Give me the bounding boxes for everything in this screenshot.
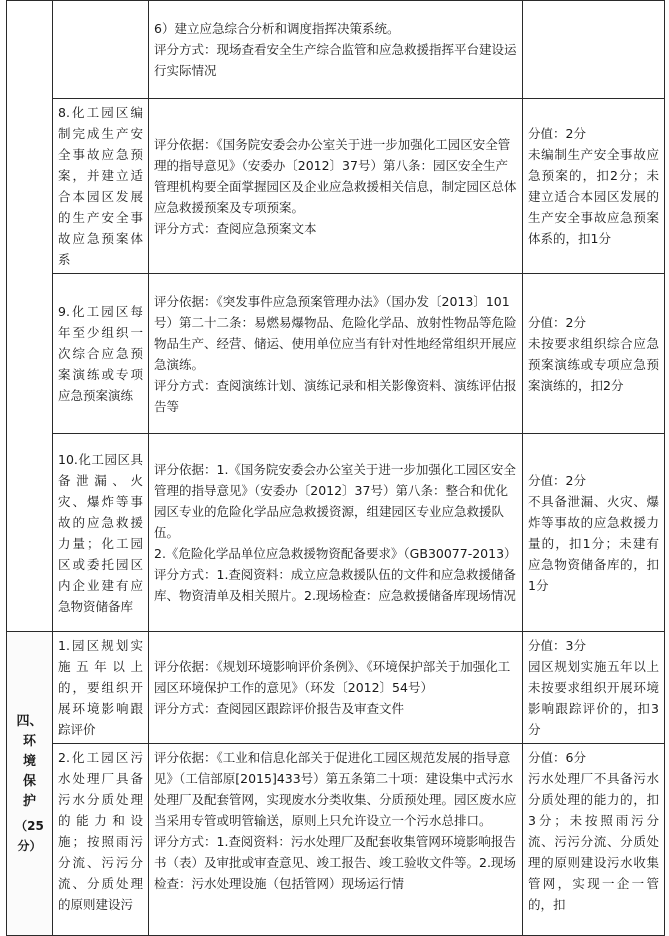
- detail-line: 评分依据：《规划环境影响评价条例》、《环境保护部关于加强化工园区环境保护工作的意见》（环发〔2012〕54号）: [154, 659, 511, 695]
- score-cell: [523, 1, 665, 99]
- detail-cell: [149, 99, 523, 274]
- score-cell: [523, 632, 665, 744]
- detail-line: 评分依据：1.《国务院安委会办公室关于进一步加强化工园区安全管理的指导意见》（安委办〔2012〕37号）第八条：整合和优化园区专业的危险化学品应急救援资源，组建园区专业应急救援队伍。: [154, 462, 516, 540]
- score-value: 分值：2分: [528, 314, 586, 330]
- category-char: 环: [22, 733, 36, 749]
- item-cell: 10.化工园区具备泄漏、火灾、爆炸等事故的应急救援力量；化工园区或委托园区内企业建有应急物资储备库: [53, 434, 149, 632]
- detail-line: 评分方式：查阅演练计划、演练记录和相关影像资料、演练评估报告等: [154, 377, 517, 414]
- table-row: [7, 1, 665, 99]
- category-cell-environment: [7, 632, 53, 936]
- item-cell: 9.化工园区每年至少组织一次综合应急预案演练或专项应急预案演练: [53, 274, 149, 434]
- category-char: 保: [22, 773, 36, 789]
- score-cell: [523, 274, 665, 434]
- detail-line: 评分方式：1.查阅资料：污水处理厂及配套收集管网环境影响报告书（表）及审批或审查意见、竣工报告、竣工验收文件等。2.现场检查：污水处理设施（包括管网）现场运行情: [154, 834, 516, 891]
- score-cell: [523, 99, 665, 274]
- detail-cell: [149, 1, 523, 99]
- item-cell: 2.化工园区污水处理厂具备污水分质处理的能力和设施；按照雨污分流、污污分流、分质处理的原则建设污: [53, 744, 149, 936]
- detail-cell: [149, 274, 523, 434]
- score-cell: [523, 744, 665, 936]
- score-description: 未编制生产安全事故应急预案的，扣2分；未建立适合本园区发展的生产安全事故应急预案体系的，扣1分: [528, 147, 659, 246]
- detail-line: 6）建立应急综合分析和调度指挥决策系统。: [154, 21, 400, 36]
- table-row: [7, 434, 665, 632]
- table-row: [7, 274, 665, 434]
- category-char: 护: [22, 793, 36, 809]
- detail-line: 2.《危险化学品单位应急救援物资配备要求》（GB30077-2013）: [154, 546, 517, 561]
- item-cell: 1.园区规划实施五年以上的，要组织开展环境影响跟踪评价: [53, 632, 149, 744]
- category-char: 境: [22, 753, 36, 769]
- detail-line: 评分依据：《国务院安委会办公室关于进一步加强化工园区安全管理的指导意见》（安委办〔2012〕37号）第八条：园区安全生产管理机构要全面掌握园区及企业应急救援相关信息，制定园区总体应急救援预案及专项预案。: [154, 136, 517, 215]
- category-cell-previous: [7, 1, 53, 632]
- table-row: [7, 632, 665, 744]
- detail-line: 评分方式：查阅应急预案文本: [154, 220, 317, 236]
- score-value: 分值：6分: [528, 750, 586, 765]
- detail-line: 评分依据：《突发事件应急预案管理办法》（国办发〔2013〕101号）第二十二条：易燃易爆物品、危险化学品、放射性物品等危险物品生产、经营、储运、使用单位应当有针对性地经常组织开展应急演练。: [154, 293, 517, 372]
- evaluation-table: [6, 0, 665, 936]
- score-value: 分值：3分: [528, 638, 586, 653]
- score-value: 分值：2分: [528, 126, 586, 141]
- score-description: 未按要求组织综合应急预案演练或专项应急预案演练的，扣2分: [528, 335, 659, 393]
- score-description: 不具备泄漏、火灾、爆炸等事故的应急救援力量的，扣1分；未建有应急物资储备库的，扣1分: [528, 493, 659, 593]
- category-number: 四、: [16, 713, 43, 729]
- category-points: （25分）: [15, 818, 44, 853]
- detail-cell: [149, 434, 523, 632]
- table-row: [7, 99, 665, 274]
- score-description: 园区规划实施五年以上未按要求组织开展环境影响跟踪评价的，扣3分: [528, 659, 659, 737]
- detail-line: 评分方式：查阅园区跟踪评价报告及审查文件: [154, 701, 405, 716]
- detail-cell: [149, 632, 523, 744]
- detail-cell: [149, 744, 523, 936]
- score-value: 分值：2分: [528, 472, 586, 488]
- score-description: 污水处理厂不具备污水分质处理的能力的，扣3分；未按照雨污分流、污污分流、分质处理的原则建设污水收集管网，实现一企一管的，扣: [528, 771, 659, 912]
- item-cell: [53, 1, 149, 99]
- detail-line: 评分方式：1.查阅资料：成立应急救援队伍的文件和应急救援储备库、物资清单及相关照片。2.现场检查：应急救援储备库现场情况: [154, 567, 516, 603]
- table-row: [7, 744, 665, 936]
- score-cell: [523, 434, 665, 632]
- detail-line: 评分依据：《工业和信息化部关于促进化工园区规范发展的指导意见》（工信部原[2015]433号）第五条第二十项：建设集中式污水处理厂及配套管网，实现废水分类收集、分质预处理。园区废水应当采用专管或明管输送，原则上只允许设立一个污水总排口。: [154, 750, 517, 828]
- item-cell: 8.化工园区编制完成生产安全事故应急预案，并建立适合本园区发展的生产安全事故应急预案体系: [53, 99, 149, 274]
- detail-line: 评分方式：现场查看安全生产综合监管和应急救援指挥平台建设运行实际情况: [154, 42, 517, 78]
